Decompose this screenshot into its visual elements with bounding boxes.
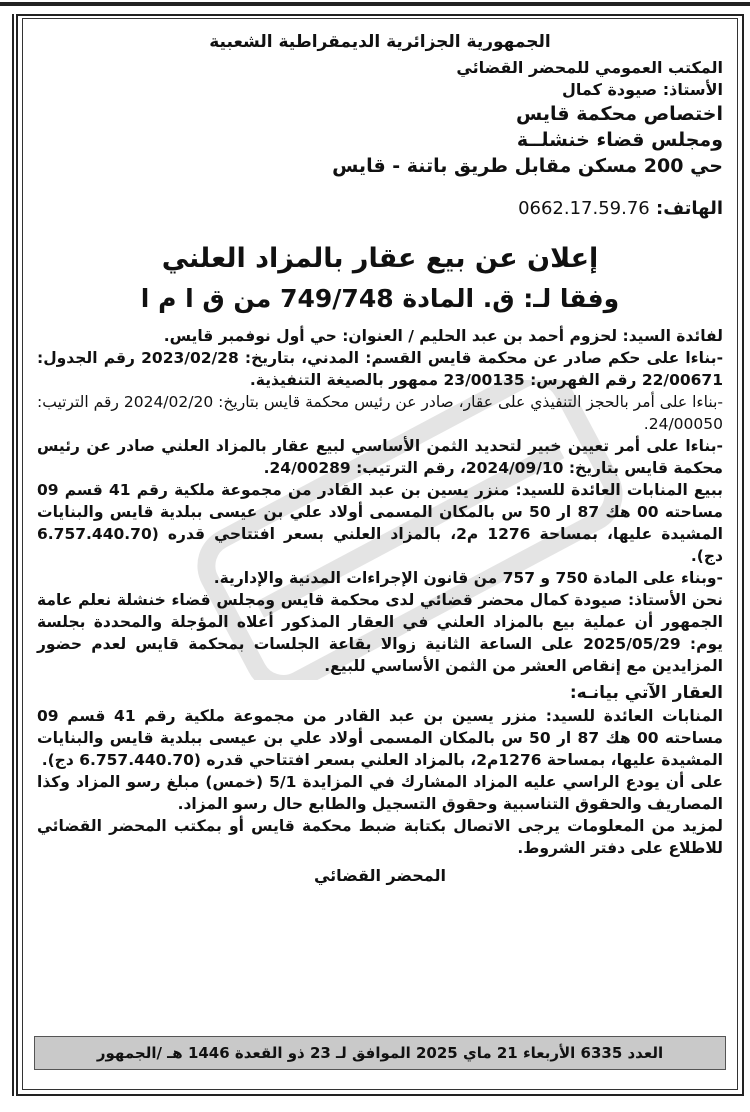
beneficiary-paragraph: لفائدة السيد: لحزوم أحمد بن عبد الحليم / العنوان: حي أول نوفمبر قايس. [163,327,723,345]
contact-info-paragraph: لمزيد من المعلومات يرجى الاتصال بكتابة ضبط محكمة قايس أو بمكتب المحضر القضائي للاطلاع على دفتر الشروط. [37,817,723,857]
signature: المحضر القضائي [313,866,446,885]
jurisdiction: اختصاص محكمة قايس [516,103,723,125]
office-address: حي 200 مسكن مقابل طريق باتنة - قايس [332,155,723,177]
notice-paragraph: نحن الأستاذ: صيودة كمال محضر قضائي لدى محكمة قايس ومجلس قضاء خنشلة نعلم عامة الجمهور أن عملية بيع بالمزاد العلني في العقار المذكور أعلاه المؤجلة والمحددة بجلسة يوم: 2025/05/29 على الساعة الثانية زوالا بقاعة الجلسات بمحكمة قايس لعدم حضور المزايدين مع إنقاص العشر من الثمن الأساسي للبيع. [37,591,723,675]
bailiff-name: الأستاذ: صيودة كمال [561,80,723,99]
footer-issue-info: العدد 6335 الأربعاء 21 ماي 2025 الموافق لـ 23 ذو القعدة 1446 هـ /الجمهور [34,1036,726,1070]
judgment-paragraph: -بناءا على حكم صادر عن محكمة قايس القسم: المدني، بتاريخ: 2023/02/28 رقم الجدول: 22/00671 رقم الفهرس: 23/00135 ممهور بالصيغة التنفيذية. [37,349,723,389]
council: ومجلس قضاء خنشلــة [516,129,723,151]
deposit-terms-paragraph: على أن يودع الراسي عليه المزاد المشارك في المزايدة 5/1 (خمس) مبلغ رسو المزاد وكذا المصاريف والحقوق التناسبية وحقوق التسجيل والطابع حال رسو المزاد. [37,773,723,813]
property-sale-paragraph: ببيع المنابات العائدة للسيد: منزر يسين بن عبد القادر من مجموعة ملكية رقم 41 قسم 09 مساحته 00 هك 87 ار 50 س بالمكان المسمى أولاد علي بن عيسى ببلدية قايس والبنايات المشيدة عليها، بمساحة 1276 م2، بالمزاد العلني بسعر افتتاحي قدره (6.757.440.70 دج). [37,481,723,565]
expert-order-paragraph: -بناءا على أمر تعيين خبير لتحديد الثمن الأساسي لبيع عقار بالمزاد العلني صادر عن رئيس محكمة قايس بتاريخ: 2024/09/10، رقم الترتيب: 24/00289. [37,437,723,477]
seizure-order-paragraph: -بناءا على أمر بالحجز التنفيذي على عقار، صادر عن رئيس محكمة قايس بتاريخ: 2024/02/20 رقم الترتيب: 24/00050. [37,393,723,433]
phone-number: 0662.17.59.76 [518,198,650,219]
property-section-heading: العقار الآتي بيانـه: [569,683,723,703]
left-column-edge [0,14,14,1096]
announcement-box [22,18,738,1090]
legal-basis-title: وفقا لـ: ق. المادة 749/748 من ق ا م ا [140,284,620,313]
republic-header: الجمهورية الجزائرية الديمقراطية الشعبية [209,32,551,52]
top-rule [0,2,750,6]
office-name: المكتب العمومي للمحضر القضائي [456,58,723,77]
phone-label: الهاتف: [656,198,723,219]
legal-article-paragraph: -وبناء على المادة 750 و 757 من قانون الإجراءات المدنية والإدارية. [213,569,723,587]
announcement-title: إعلان عن بيع عقار بالمزاد العلني [161,243,599,274]
property-details-paragraph: المنابات العائدة للسيد: منزر يسين بن عبد القادر من مجموعة ملكية رقم 41 قسم 09 مساحته 00 هك 87 ار 50 س بالمكان المسمى أولاد علي بن عيسى ببلدية قايس والبنايات المشيدة عليها، بمساحة 1276م2، بالمزاد العلني بسعر افتتاحي قدره (6.757.440.70 دج). [37,707,724,769]
phone-line [37,197,723,221]
